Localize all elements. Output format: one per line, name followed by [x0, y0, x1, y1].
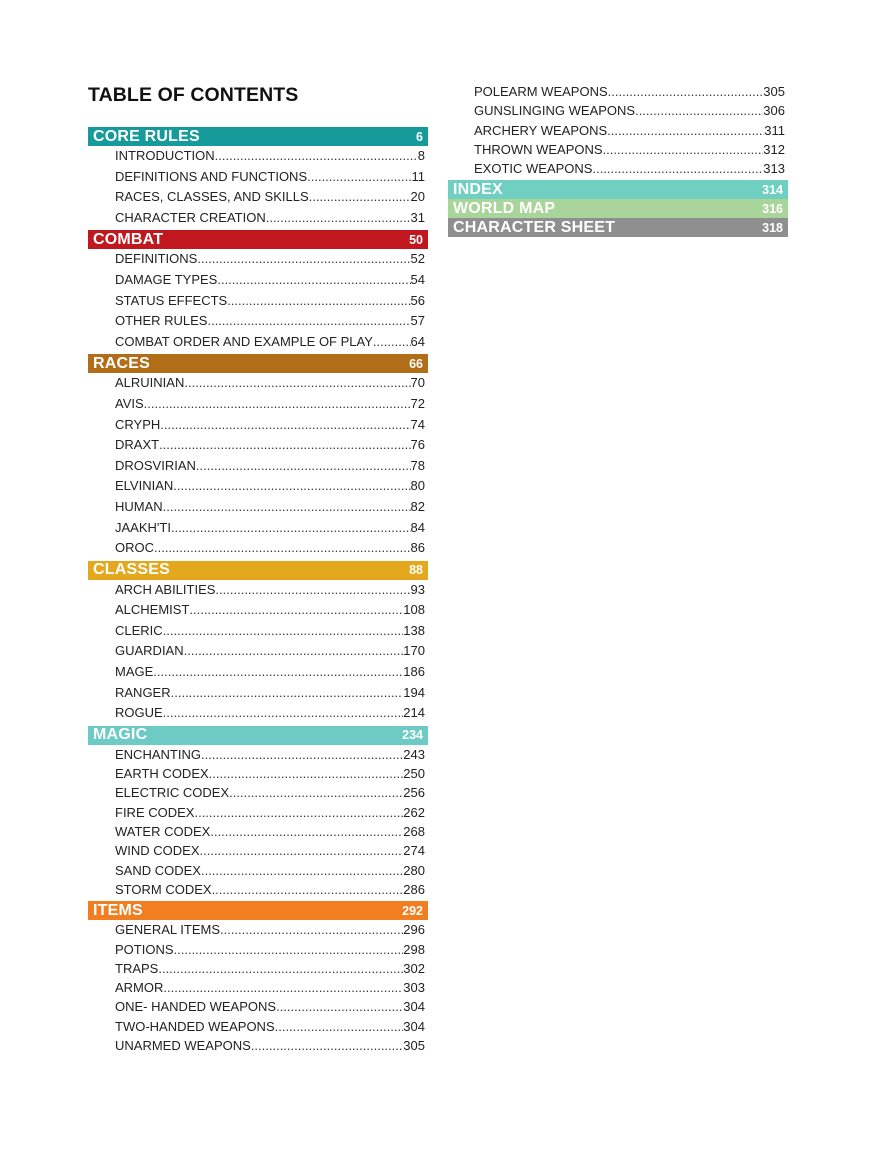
entry-page-number: 86 — [410, 540, 425, 556]
dot-leader — [227, 291, 410, 312]
entry-label: HUMAN — [115, 498, 163, 514]
entry-label: GUARDIAN — [115, 643, 184, 659]
entry-label: AVIS — [115, 395, 144, 411]
dot-leader — [251, 1036, 404, 1055]
dot-leader — [163, 621, 404, 642]
entry-page-number: 11 — [411, 168, 425, 184]
dot-leader — [229, 783, 403, 802]
entry-page-number: 108 — [403, 602, 425, 618]
toc-entry[interactable] — [88, 1036, 428, 1055]
entry-label: ARMOR — [115, 980, 164, 996]
toc-entry[interactable] — [88, 332, 428, 353]
dot-leader — [603, 140, 764, 159]
entry-page-number: 31 — [410, 209, 425, 225]
section-page-number: 6 — [416, 129, 423, 144]
entry-page-number: 304 — [403, 999, 425, 1015]
section-page-number: 316 — [762, 201, 783, 216]
entry-label: INTRODUCTION — [115, 148, 215, 163]
entry-label: STORM CODEX — [115, 881, 212, 897]
dot-leader — [196, 456, 411, 477]
entry-label: CLERIC — [115, 622, 163, 638]
toc-entry[interactable] — [88, 270, 428, 291]
section-page-number: 88 — [409, 563, 423, 578]
entry-label: ALRUINIAN — [115, 375, 185, 391]
toc-entry[interactable] — [88, 940, 428, 959]
entry-label: OROC — [115, 540, 154, 556]
entry-label: CHARACTER CREATION — [115, 209, 266, 225]
toc-entry[interactable] — [88, 580, 428, 601]
entry-label: ROGUE — [115, 705, 163, 721]
entry-page-number: 306 — [763, 103, 785, 119]
section-title: CLASSES — [93, 561, 170, 579]
entry-label: COMBAT ORDER AND EXAMPLE OF PLAY — [115, 333, 373, 349]
entry-label: OTHER RULES — [115, 313, 208, 329]
entry-label: THROWN WEAPONS — [474, 141, 603, 157]
entry-page-number: 302 — [403, 960, 425, 976]
entry-label: ALCHEMIST — [115, 602, 190, 618]
entry-page-number: 214 — [403, 705, 425, 721]
toc-entry[interactable] — [88, 249, 428, 270]
dot-leader — [210, 822, 403, 841]
entry-label: TRAPS — [115, 960, 159, 976]
entry-page-number: 93 — [410, 581, 425, 597]
entry-page-number: 250 — [403, 766, 425, 782]
toc-entry[interactable] — [88, 841, 428, 860]
toc-entry[interactable] — [88, 745, 428, 764]
section-title: ITEMS — [93, 901, 143, 919]
toc-entry[interactable] — [88, 435, 428, 456]
section-page-number: 234 — [402, 728, 423, 743]
section-page-number: 292 — [402, 903, 423, 918]
entry-label: CRYPH — [115, 416, 161, 432]
section-page-number: 314 — [762, 182, 783, 197]
dot-leader — [160, 415, 410, 436]
entry-label: DRAXT — [115, 437, 160, 453]
page-title: TABLE OF CONTENTS — [88, 84, 299, 106]
entry-page-number: 72 — [410, 395, 425, 411]
toc-entry[interactable] — [88, 497, 428, 518]
section-title: CHARACTER SHEET — [453, 218, 616, 236]
toc-entry[interactable] — [88, 880, 428, 899]
section-header-magic[interactable] — [88, 726, 428, 745]
entry-page-number: 52 — [410, 251, 425, 267]
toc-entry[interactable] — [88, 394, 428, 415]
entry-page-number: 186 — [403, 664, 425, 680]
entry-label: EXOTIC WEAPONS — [474, 161, 593, 177]
dot-leader — [158, 959, 403, 978]
entry-label: SAND CODEX — [115, 862, 201, 878]
dot-leader — [184, 641, 404, 662]
entry-label: RACES, CLASSES, AND SKILLS — [115, 189, 309, 205]
dot-leader — [163, 978, 403, 997]
entry-label: DAMAGE TYPES — [115, 271, 218, 287]
entry-label: DEFINITIONS — [115, 251, 198, 267]
dot-leader — [373, 332, 411, 353]
toc-entry[interactable] — [448, 140, 788, 159]
toc-entry[interactable] — [88, 1017, 428, 1036]
toc-entry[interactable] — [88, 959, 428, 978]
entry-page-number: 80 — [410, 478, 425, 494]
toc-entry[interactable] — [88, 538, 428, 559]
dot-leader — [171, 683, 404, 704]
dot-leader — [201, 861, 403, 880]
entry-page-number: 304 — [403, 1018, 425, 1034]
section-header-combat[interactable] — [88, 230, 428, 249]
dot-leader — [276, 997, 403, 1016]
dot-leader — [163, 703, 404, 724]
entry-label: STATUS EFFECTS — [115, 292, 228, 308]
toc-entry[interactable] — [88, 662, 428, 683]
section-page-number: 50 — [409, 232, 423, 247]
entry-label: GENERAL ITEMS — [115, 922, 220, 938]
toc-entry[interactable] — [88, 291, 428, 312]
section-title: COMBAT — [93, 230, 164, 248]
entry-label: RANGER — [115, 684, 171, 700]
entry-page-number: 84 — [410, 519, 425, 535]
entry-page-number: 286 — [403, 881, 425, 897]
dot-leader — [153, 662, 403, 683]
entry-label: WATER CODEX — [115, 824, 211, 840]
entry-page-number: 305 — [403, 1038, 425, 1053]
toc-entry[interactable] — [88, 476, 428, 497]
dot-leader — [197, 249, 410, 270]
section-header-races[interactable] — [88, 354, 428, 373]
dot-leader — [309, 187, 411, 208]
entry-page-number: 274 — [403, 843, 425, 859]
entry-page-number: 76 — [410, 437, 425, 453]
entry-page-number: 262 — [403, 804, 425, 820]
toc-entry[interactable] — [88, 764, 428, 783]
dot-leader — [307, 167, 411, 188]
entry-label: FIRE CODEX — [115, 804, 195, 820]
entry-page-number: 312 — [763, 141, 785, 157]
entry-page-number: 268 — [403, 824, 425, 840]
toc-entry[interactable] — [88, 803, 428, 822]
section-title: MAGIC — [93, 726, 148, 744]
entry-label: ELECTRIC CODEX — [115, 785, 230, 801]
toc-entry[interactable] — [88, 456, 428, 477]
toc-left-column — [88, 127, 428, 1057]
section-header-index[interactable] — [448, 180, 788, 199]
toc-entry[interactable] — [88, 187, 428, 208]
entry-label: POLEARM WEAPONS — [474, 84, 608, 99]
entry-label: MAGE — [115, 664, 154, 680]
toc-entry[interactable] — [88, 978, 428, 997]
dot-leader — [607, 121, 764, 140]
entry-label: TWO-HANDED WEAPONS — [115, 1018, 275, 1034]
toc-entry[interactable] — [88, 683, 428, 704]
entry-page-number: 243 — [403, 746, 425, 762]
dot-leader — [163, 497, 411, 518]
entry-label: ELVINIAN — [115, 478, 174, 494]
entry-page-number: 298 — [403, 941, 425, 957]
entry-label: POTIONS — [115, 941, 174, 957]
dot-leader — [266, 208, 411, 229]
toc-entry[interactable] — [88, 373, 428, 394]
dot-leader — [171, 518, 411, 539]
entry-page-number: 54 — [410, 271, 425, 287]
toc-entry[interactable] — [88, 621, 428, 642]
toc-entry[interactable] — [88, 703, 428, 724]
toc-entry[interactable] — [448, 121, 788, 140]
entry-label: ARCHERY WEAPONS — [474, 122, 608, 138]
toc-entry[interactable] — [88, 920, 428, 939]
toc-entry[interactable] — [88, 783, 428, 802]
dot-leader — [217, 270, 410, 291]
toc-entry[interactable] — [88, 146, 428, 167]
toc-entry[interactable] — [88, 518, 428, 539]
dot-leader — [154, 538, 411, 559]
toc-entry[interactable] — [448, 82, 788, 101]
section-header-character-sheet[interactable] — [448, 218, 788, 237]
dot-leader — [194, 803, 403, 822]
section-title: INDEX — [453, 180, 503, 198]
section-header-world-map[interactable] — [448, 199, 788, 218]
section-header-items[interactable] — [88, 901, 428, 920]
section-title: CORE RULES — [93, 127, 200, 145]
entry-label: ARCH ABILITIES — [115, 581, 216, 597]
dot-leader — [608, 82, 764, 101]
entry-page-number: 280 — [403, 862, 425, 878]
entry-label: UNARMED WEAPONS — [115, 1038, 251, 1053]
toc-entry[interactable] — [88, 641, 428, 662]
section-header-classes[interactable] — [88, 561, 428, 580]
entry-page-number: 313 — [763, 161, 785, 177]
entry-page-number: 20 — [410, 189, 425, 205]
entry-label: EARTH CODEX — [115, 766, 209, 782]
entry-page-number: 311 — [764, 122, 785, 138]
dot-leader — [173, 476, 410, 497]
toc-entry[interactable] — [88, 600, 428, 621]
entry-label: GUNSLINGING WEAPONS — [474, 103, 636, 119]
entry-page-number: 82 — [410, 498, 425, 514]
dot-leader — [184, 373, 410, 394]
entry-page-number: 256 — [403, 785, 425, 801]
toc-entry[interactable] — [88, 208, 428, 229]
toc-entry[interactable] — [88, 167, 428, 188]
section-header-core-rules[interactable] — [88, 127, 428, 146]
dot-leader — [174, 940, 404, 959]
dot-leader — [220, 920, 403, 939]
toc-right-column — [448, 82, 788, 237]
entry-page-number: 305 — [763, 84, 785, 99]
section-page-number: 66 — [409, 356, 423, 371]
entry-page-number: 8 — [417, 148, 425, 163]
entry-label: JAAKH'TI — [115, 519, 171, 535]
entry-label: DEFINITIONS AND FUNCTIONS — [115, 168, 308, 184]
dot-leader — [215, 580, 410, 601]
dot-leader — [209, 764, 404, 783]
dot-leader — [200, 841, 404, 860]
toc-entry[interactable] — [88, 861, 428, 880]
dot-leader — [201, 745, 403, 764]
section-page-number: 318 — [762, 220, 783, 235]
toc-entry[interactable] — [88, 997, 428, 1016]
entry-page-number: 74 — [410, 416, 425, 432]
dot-leader — [189, 600, 403, 621]
toc-entry[interactable] — [88, 415, 428, 436]
entry-page-number: 194 — [403, 684, 425, 700]
entry-page-number: 138 — [403, 622, 425, 638]
entry-label: ENCHANTING — [115, 746, 201, 762]
dot-leader — [207, 311, 410, 332]
entry-page-number: 296 — [403, 922, 425, 938]
dot-leader — [275, 1017, 404, 1036]
dot-leader — [212, 880, 404, 899]
entry-label: DROSVIRIAN — [115, 457, 196, 473]
entry-page-number: 64 — [410, 333, 425, 349]
dot-leader — [159, 435, 410, 456]
toc-entry[interactable] — [448, 101, 788, 120]
dot-leader — [635, 101, 763, 120]
entry-label: WIND CODEX — [115, 843, 200, 859]
toc-entry[interactable] — [88, 311, 428, 332]
dot-leader — [592, 159, 763, 178]
entry-page-number: 56 — [410, 292, 425, 308]
entry-page-number: 303 — [403, 980, 425, 996]
entry-page-number: 57 — [410, 313, 425, 329]
entry-page-number: 78 — [410, 457, 425, 473]
dot-leader — [144, 394, 411, 415]
entry-label: ONE- HANDED WEAPONS — [115, 999, 277, 1015]
entry-page-number: 70 — [410, 375, 425, 391]
section-title: WORLD MAP — [453, 199, 556, 217]
section-title: RACES — [93, 354, 151, 372]
toc-entry[interactable] — [448, 159, 788, 178]
dot-leader — [215, 146, 418, 167]
toc-entry[interactable] — [88, 822, 428, 841]
entry-page-number: 170 — [403, 643, 425, 659]
